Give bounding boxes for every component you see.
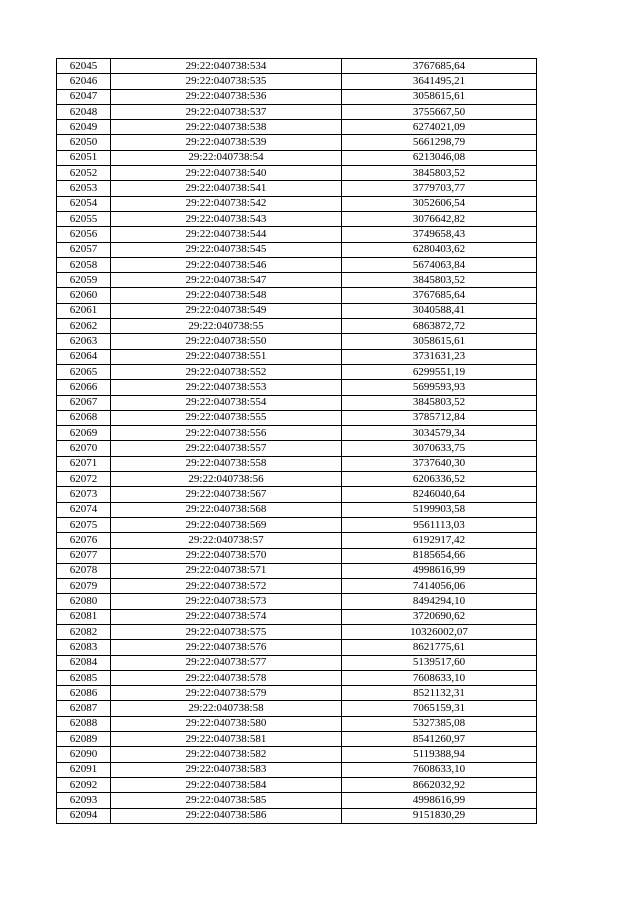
cadastral-number-cell: 29:22:040738:570 — [111, 548, 342, 563]
row-number-cell: 62068 — [57, 410, 111, 425]
cadastral-number-cell: 29:22:040738:571 — [111, 563, 342, 578]
cadastral-number-cell: 29:22:040738:542 — [111, 196, 342, 211]
cadastral-number-cell: 29:22:040738:577 — [111, 655, 342, 670]
cadastral-number-cell: 29:22:040738:54 — [111, 150, 342, 165]
row-number-cell: 62090 — [57, 747, 111, 762]
value-cell: 3737640,30 — [342, 456, 537, 471]
cadastral-number-cell: 29:22:040738:540 — [111, 166, 342, 181]
row-number-cell: 62080 — [57, 594, 111, 609]
value-cell: 5661298,79 — [342, 135, 537, 150]
cadastral-number-cell: 29:22:040738:544 — [111, 227, 342, 242]
cadastral-number-cell: 29:22:040738:553 — [111, 380, 342, 395]
table-row — [57, 624, 537, 639]
value-cell: 3755667,50 — [342, 104, 537, 119]
value-cell: 3749658,43 — [342, 227, 537, 242]
row-number-cell: 62094 — [57, 808, 111, 823]
table-row — [57, 579, 537, 594]
row-number-cell: 62072 — [57, 472, 111, 487]
row-number-cell: 62073 — [57, 487, 111, 502]
cadastral-number-cell: 29:22:040738:550 — [111, 334, 342, 349]
value-cell: 4998616,99 — [342, 563, 537, 578]
cadastral-number-cell: 29:22:040738:556 — [111, 426, 342, 441]
row-number-cell: 62062 — [57, 319, 111, 334]
row-number-cell: 62092 — [57, 777, 111, 792]
row-number-cell: 62067 — [57, 395, 111, 410]
table-row — [57, 395, 537, 410]
value-cell: 8494294,10 — [342, 594, 537, 609]
table-row — [57, 732, 537, 747]
cadastral-number-cell: 29:22:040738:546 — [111, 257, 342, 272]
table-row — [57, 762, 537, 777]
row-number-cell: 62057 — [57, 242, 111, 257]
row-number-cell: 62049 — [57, 120, 111, 135]
table-row — [57, 487, 537, 502]
row-number-cell: 62047 — [57, 89, 111, 104]
row-number-cell: 62088 — [57, 716, 111, 731]
table-row — [57, 701, 537, 716]
table-row — [57, 777, 537, 792]
value-cell: 8185654,66 — [342, 548, 537, 563]
row-number-cell: 62058 — [57, 257, 111, 272]
table-row — [57, 670, 537, 685]
value-cell: 8662032,92 — [342, 777, 537, 792]
value-cell: 3641495,21 — [342, 74, 537, 89]
data-table — [56, 58, 537, 824]
table-row — [57, 74, 537, 89]
table-row — [57, 640, 537, 655]
row-number-cell: 62093 — [57, 793, 111, 808]
value-cell: 3076642,82 — [342, 211, 537, 226]
value-cell: 5674063,84 — [342, 257, 537, 272]
table-row — [57, 273, 537, 288]
table-row — [57, 548, 537, 563]
value-cell: 3058615,61 — [342, 334, 537, 349]
cadastral-number-cell: 29:22:040738:580 — [111, 716, 342, 731]
cadastral-number-cell: 29:22:040738:536 — [111, 89, 342, 104]
table-row — [57, 655, 537, 670]
table-row — [57, 303, 537, 318]
table-row — [57, 196, 537, 211]
value-cell: 3845803,52 — [342, 166, 537, 181]
cadastral-number-cell: 29:22:040738:579 — [111, 686, 342, 701]
value-cell: 4998616,99 — [342, 793, 537, 808]
cadastral-number-cell: 29:22:040738:583 — [111, 762, 342, 777]
cadastral-number-cell: 29:22:040738:578 — [111, 670, 342, 685]
table-row — [57, 135, 537, 150]
cadastral-number-cell: 29:22:040738:585 — [111, 793, 342, 808]
cadastral-number-cell: 29:22:040738:554 — [111, 395, 342, 410]
table-row — [57, 59, 537, 74]
row-number-cell: 62051 — [57, 150, 111, 165]
value-cell: 8521132,31 — [342, 686, 537, 701]
row-number-cell: 62081 — [57, 609, 111, 624]
value-cell: 5199903,58 — [342, 502, 537, 517]
value-cell: 3767685,64 — [342, 59, 537, 74]
cadastral-number-cell: 29:22:040738:576 — [111, 640, 342, 655]
cadastral-number-cell: 29:22:040738:535 — [111, 74, 342, 89]
value-cell: 6192917,42 — [342, 533, 537, 548]
cadastral-number-cell: 29:22:040738:534 — [111, 59, 342, 74]
row-number-cell: 62053 — [57, 181, 111, 196]
table-row — [57, 517, 537, 532]
table-row — [57, 502, 537, 517]
row-number-cell: 62078 — [57, 563, 111, 578]
row-number-cell: 62063 — [57, 334, 111, 349]
row-number-cell: 62076 — [57, 533, 111, 548]
row-number-cell: 62065 — [57, 364, 111, 379]
table-row — [57, 150, 537, 165]
cadastral-number-cell: 29:22:040738:558 — [111, 456, 342, 471]
row-number-cell: 62074 — [57, 502, 111, 517]
row-number-cell: 62054 — [57, 196, 111, 211]
cadastral-number-cell: 29:22:040738:568 — [111, 502, 342, 517]
value-cell: 3034579,34 — [342, 426, 537, 441]
cadastral-number-cell: 29:22:040738:572 — [111, 579, 342, 594]
cadastral-number-cell: 29:22:040738:551 — [111, 349, 342, 364]
row-number-cell: 62082 — [57, 624, 111, 639]
table-row — [57, 686, 537, 701]
table-row — [57, 380, 537, 395]
cadastral-number-cell: 29:22:040738:575 — [111, 624, 342, 639]
table-row — [57, 288, 537, 303]
cadastral-number-cell: 29:22:040738:547 — [111, 273, 342, 288]
value-cell: 8246040,64 — [342, 487, 537, 502]
value-cell: 8621775,61 — [342, 640, 537, 655]
cadastral-number-cell: 29:22:040738:543 — [111, 211, 342, 226]
cadastral-number-cell: 29:22:040738:539 — [111, 135, 342, 150]
value-cell: 6206336,52 — [342, 472, 537, 487]
cadastral-number-cell: 29:22:040738:586 — [111, 808, 342, 823]
table-row — [57, 716, 537, 731]
row-number-cell: 62061 — [57, 303, 111, 318]
cadastral-number-cell: 29:22:040738:541 — [111, 181, 342, 196]
table-row — [57, 594, 537, 609]
row-number-cell: 62055 — [57, 211, 111, 226]
cadastral-number-cell: 29:22:040738:58 — [111, 701, 342, 716]
value-cell: 6863872,72 — [342, 319, 537, 334]
row-number-cell: 62075 — [57, 517, 111, 532]
table-row — [57, 120, 537, 135]
row-number-cell: 62056 — [57, 227, 111, 242]
cadastral-number-cell: 29:22:040738:57 — [111, 533, 342, 548]
value-cell: 10326002,07 — [342, 624, 537, 639]
cadastral-number-cell: 29:22:040738:567 — [111, 487, 342, 502]
value-cell: 7414056,06 — [342, 579, 537, 594]
row-number-cell: 62059 — [57, 273, 111, 288]
cadastral-number-cell: 29:22:040738:582 — [111, 747, 342, 762]
cadastral-number-cell: 29:22:040738:574 — [111, 609, 342, 624]
table-row — [57, 747, 537, 762]
table-row — [57, 410, 537, 425]
table-row — [57, 609, 537, 624]
table-row — [57, 89, 537, 104]
value-cell: 3058615,61 — [342, 89, 537, 104]
cadastral-number-cell: 29:22:040738:581 — [111, 732, 342, 747]
cadastral-number-cell: 29:22:040738:55 — [111, 319, 342, 334]
value-cell: 7065159,31 — [342, 701, 537, 716]
cadastral-number-cell: 29:22:040738:537 — [111, 104, 342, 119]
row-number-cell: 62060 — [57, 288, 111, 303]
table-row — [57, 227, 537, 242]
table-row — [57, 793, 537, 808]
value-cell: 3845803,52 — [342, 395, 537, 410]
row-number-cell: 62089 — [57, 732, 111, 747]
row-number-cell: 62085 — [57, 670, 111, 685]
table-row — [57, 364, 537, 379]
value-cell: 7608633,10 — [342, 762, 537, 777]
cadastral-number-cell: 29:22:040738:555 — [111, 410, 342, 425]
cadastral-number-cell: 29:22:040738:584 — [111, 777, 342, 792]
value-cell: 5139517,60 — [342, 655, 537, 670]
table-row — [57, 472, 537, 487]
value-cell: 9151830,29 — [342, 808, 537, 823]
row-number-cell: 62045 — [57, 59, 111, 74]
table-row — [57, 166, 537, 181]
table-row — [57, 242, 537, 257]
table-row — [57, 426, 537, 441]
value-cell: 6274021,09 — [342, 120, 537, 135]
value-cell: 3785712,84 — [342, 410, 537, 425]
row-number-cell: 62052 — [57, 166, 111, 181]
row-number-cell: 62077 — [57, 548, 111, 563]
cadastral-number-cell: 29:22:040738:545 — [111, 242, 342, 257]
row-number-cell: 62050 — [57, 135, 111, 150]
cadastral-number-cell: 29:22:040738:549 — [111, 303, 342, 318]
value-cell: 5119388,94 — [342, 747, 537, 762]
row-number-cell: 62084 — [57, 655, 111, 670]
table-row — [57, 334, 537, 349]
row-number-cell: 62071 — [57, 456, 111, 471]
cadastral-number-cell: 29:22:040738:56 — [111, 472, 342, 487]
table-row — [57, 104, 537, 119]
row-number-cell: 62091 — [57, 762, 111, 777]
row-number-cell: 62069 — [57, 426, 111, 441]
value-cell: 7608633,10 — [342, 670, 537, 685]
table-row — [57, 181, 537, 196]
cadastral-number-cell: 29:22:040738:548 — [111, 288, 342, 303]
row-number-cell: 62079 — [57, 579, 111, 594]
table-body — [57, 59, 537, 824]
value-cell: 3845803,52 — [342, 273, 537, 288]
cadastral-number-cell: 29:22:040738:538 — [111, 120, 342, 135]
row-number-cell: 62086 — [57, 686, 111, 701]
value-cell: 3720690,62 — [342, 609, 537, 624]
row-number-cell: 62048 — [57, 104, 111, 119]
value-cell: 6299551,19 — [342, 364, 537, 379]
row-number-cell: 62087 — [57, 701, 111, 716]
value-cell: 3070633,75 — [342, 441, 537, 456]
cadastral-number-cell: 29:22:040738:552 — [111, 364, 342, 379]
row-number-cell: 62083 — [57, 640, 111, 655]
value-cell: 3779703,77 — [342, 181, 537, 196]
value-cell: 6280403,62 — [342, 242, 537, 257]
value-cell: 3052606,54 — [342, 196, 537, 211]
table-row — [57, 349, 537, 364]
cadastral-number-cell: 29:22:040738:557 — [111, 441, 342, 456]
value-cell: 3731631,23 — [342, 349, 537, 364]
row-number-cell: 62046 — [57, 74, 111, 89]
row-number-cell: 62064 — [57, 349, 111, 364]
table-row — [57, 441, 537, 456]
value-cell: 6213046,08 — [342, 150, 537, 165]
value-cell: 9561113,03 — [342, 517, 537, 532]
value-cell: 5699593,93 — [342, 380, 537, 395]
table-row — [57, 808, 537, 823]
table-row — [57, 533, 537, 548]
row-number-cell: 62066 — [57, 380, 111, 395]
table-row — [57, 257, 537, 272]
value-cell: 8541260,97 — [342, 732, 537, 747]
table-row — [57, 319, 537, 334]
table-row — [57, 456, 537, 471]
value-cell: 3767685,64 — [342, 288, 537, 303]
row-number-cell: 62070 — [57, 441, 111, 456]
table-row — [57, 563, 537, 578]
value-cell: 5327385,08 — [342, 716, 537, 731]
table-row — [57, 211, 537, 226]
value-cell: 3040588,41 — [342, 303, 537, 318]
cadastral-number-cell: 29:22:040738:569 — [111, 517, 342, 532]
cadastral-number-cell: 29:22:040738:573 — [111, 594, 342, 609]
